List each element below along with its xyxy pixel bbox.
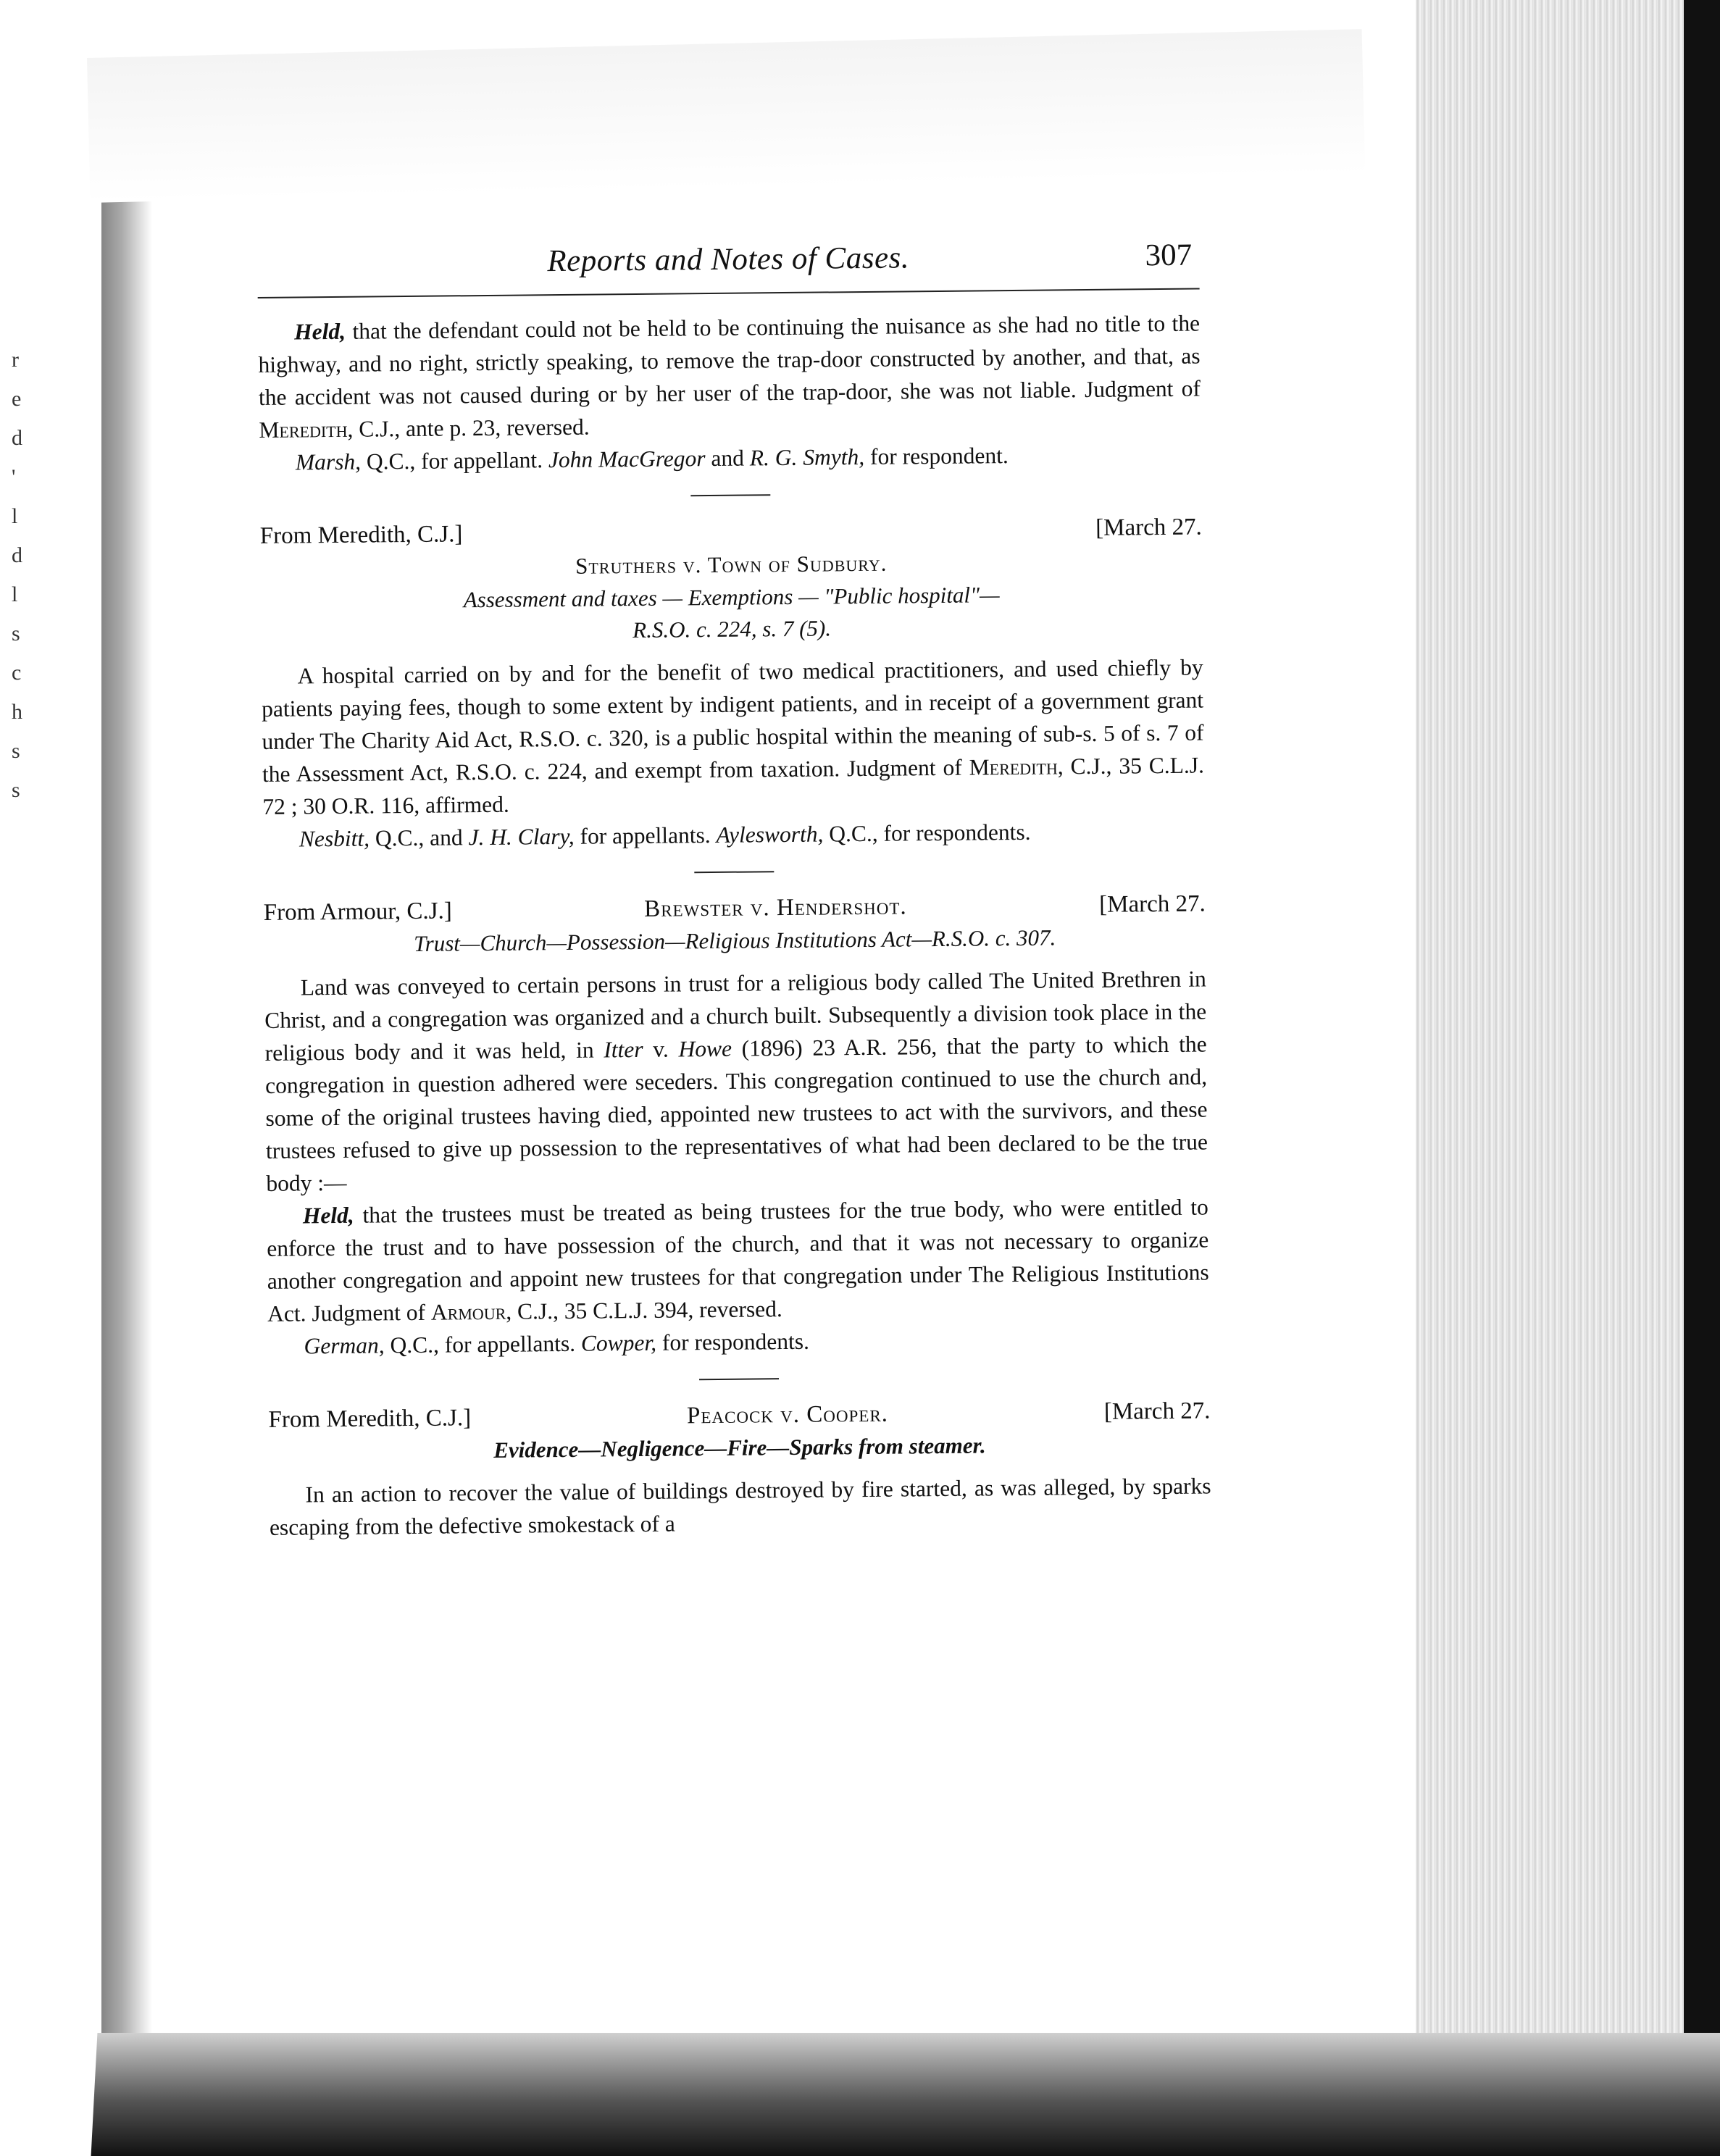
counsel-name: John MacGregor (548, 446, 706, 473)
case-brewster (264, 887, 1210, 1362)
margin-glyph: h (12, 700, 22, 724)
previous-case-conclusion (258, 307, 1201, 479)
judgment-prefix: Judgment of (312, 1299, 426, 1326)
holding-paragraph (267, 1190, 1210, 1329)
counsel-name: Nesbitt, (299, 825, 370, 852)
book-cover-edge (1684, 0, 1720, 2156)
case-date: [March 27. (1095, 514, 1202, 541)
printed-page (257, 238, 1215, 1927)
held-text: that the defendant could not be held to be continuing the nuisance as she had no title to the highway, and no right, strictly speaking, to remove the trap-door constructed by another, and that, as the accident was not caused during or by her user of the trap-door, she was not liable. (258, 310, 1201, 410)
case-headnote: Evidence—Negligence—Fire—Sparks from steamer. (493, 1432, 986, 1463)
adjacent-page-fragments (12, 340, 26, 810)
body-text: Land was conveyed to certain persons in trust for a religious body called The United Brethren in Christ, and a congregation was organized and a church built. Subsequently a division took place in the religious body and it was held, in (264, 966, 1207, 1066)
case-date: [March 27. (1098, 890, 1206, 918)
margin-glyph: l (12, 504, 18, 528)
case-body (261, 651, 1204, 822)
counsel-role: for respondents. (661, 1328, 810, 1355)
margin-glyph: ' (12, 465, 16, 489)
court-from: From Meredith, C.J.] (268, 1405, 472, 1433)
body-text: In an action to recover the value of buildings destroyed by fire started, as was alleged, by sparks escaping from the defective smokestack of a (269, 1473, 1211, 1540)
judgment-result: C.J., ante p. 23, reversed. (359, 414, 590, 442)
case-peacock (268, 1394, 1211, 1543)
court-from: From Armour, C.J.] (263, 898, 452, 926)
held-text: that the trustees must be treated as being trustees for the true body, who were entitled to enforce the trust and to have possession of the church, and that it was not necessary to organize another congregation and appoint new trustees for that congregation under The Religious Institutions Act. (267, 1194, 1209, 1326)
counsel-name: Aylesworth, (716, 821, 824, 848)
counsel-role: for respondent. (869, 443, 1009, 469)
margin-glyph: s (12, 739, 20, 763)
judgment-prefix: Judgment of (1084, 375, 1201, 403)
judge-name: Meredith, (259, 416, 354, 443)
counsel-role: Q.C., for appellant. (366, 447, 543, 475)
running-head (257, 238, 1200, 298)
body-text: (1896) 23 A.R. 256, that the party to which the congregation in question adhered were seceders. This congregation continued to use the church and, some of the original trustees having died, appointed new trustees to act with the survivors, and these trustees refused to give up possession to the representatives of what had been declared to be the true body :— (264, 1031, 1208, 1196)
judgment-prefix: Judgment of (846, 754, 962, 782)
section-divider (699, 1378, 779, 1380)
holding-paragraph (258, 307, 1201, 446)
counsel-role: for appellants. (580, 822, 711, 849)
book-page-edges (1416, 0, 1720, 2156)
court-from: From Meredith, C.J.] (259, 521, 463, 549)
counsel-name: J. H. Clary, (468, 823, 575, 851)
margin-glyph: c (12, 661, 22, 685)
headnote-line: R.S.O. c. 224, s. 7 (5). (633, 615, 832, 643)
case-body (264, 962, 1208, 1199)
margin-glyph: d (12, 426, 22, 450)
margin-glyph: s (12, 778, 20, 802)
case-struthers (260, 511, 1205, 856)
judge-name: Meredith, (969, 753, 1064, 780)
book-bottom-edge (91, 2033, 1720, 2156)
held-label: Held, (302, 1202, 354, 1229)
section-divider (690, 494, 770, 496)
judge-name: Armour, (430, 1298, 512, 1325)
section-divider (694, 871, 774, 873)
judgment-result: C.J., 35 C.L.J. 394, reversed. (517, 1296, 782, 1324)
book-spine-shadow (101, 87, 152, 2043)
margin-glyph: l (12, 582, 18, 606)
margin-glyph: d (12, 543, 22, 567)
margin-glyph: e (12, 387, 22, 411)
counsel-name: German, (304, 1332, 385, 1359)
case-title: Brewster v. Hendershot. (644, 893, 907, 922)
book-top-edge (87, 29, 1365, 203)
margin-glyph: r (12, 348, 19, 372)
page-number: 307 (1145, 238, 1193, 273)
case-title: Struthers v. Town of Sudbury. (575, 550, 888, 579)
running-title: Reports and Notes of Cases. (547, 241, 910, 279)
cited-case-versus: v. (653, 1036, 669, 1062)
cited-case-party: Itter (604, 1036, 643, 1063)
held-label: Held, (293, 318, 346, 345)
counsel-role: Q.C., for appellants. (390, 1330, 576, 1358)
scan-margin (0, 0, 80, 2156)
counsel-name: R. G. Smyth, (749, 443, 865, 471)
judgment-result: C.J., 35 C.L.J. 72 ; 30 O.R. 116, affirmed. (262, 752, 1205, 819)
counsel-role: Q.C., and (375, 824, 463, 851)
counsel-name: Marsh, (295, 448, 362, 475)
headnote-line: Assessment and taxes — Exemptions — "Public hospital"— (463, 582, 1000, 613)
case-headnote (261, 577, 1203, 649)
case-headnote: Trust—Church—Possession—Religious Institutions Act—R.S.O. c. 307. (414, 924, 1056, 956)
counsel-name: Cowper, (580, 1329, 657, 1356)
body-text: A hospital carried on by and for the benefit of two medical practitioners, and used chiefly by patients paying fees, though to some extent by indigent patients, and in receipt of a government grant under The Charity Aid Act, R.S.O. c. 320, is a public hospital within the meaning of sub-s. 5 of s. 7 of the Assessment Act, R.S.O. c. 224, and exempt from taxation. (261, 654, 1204, 787)
case-date: [March 27. (1103, 1397, 1211, 1425)
case-body (269, 1469, 1211, 1543)
case-title: Peacock v. Cooper. (686, 1400, 889, 1429)
counsel-conjunction: and (711, 445, 745, 471)
counsel-role: Q.C., for respondents. (829, 819, 1031, 847)
cited-case-party: Howe (678, 1035, 732, 1062)
margin-glyph: s (12, 622, 20, 645)
